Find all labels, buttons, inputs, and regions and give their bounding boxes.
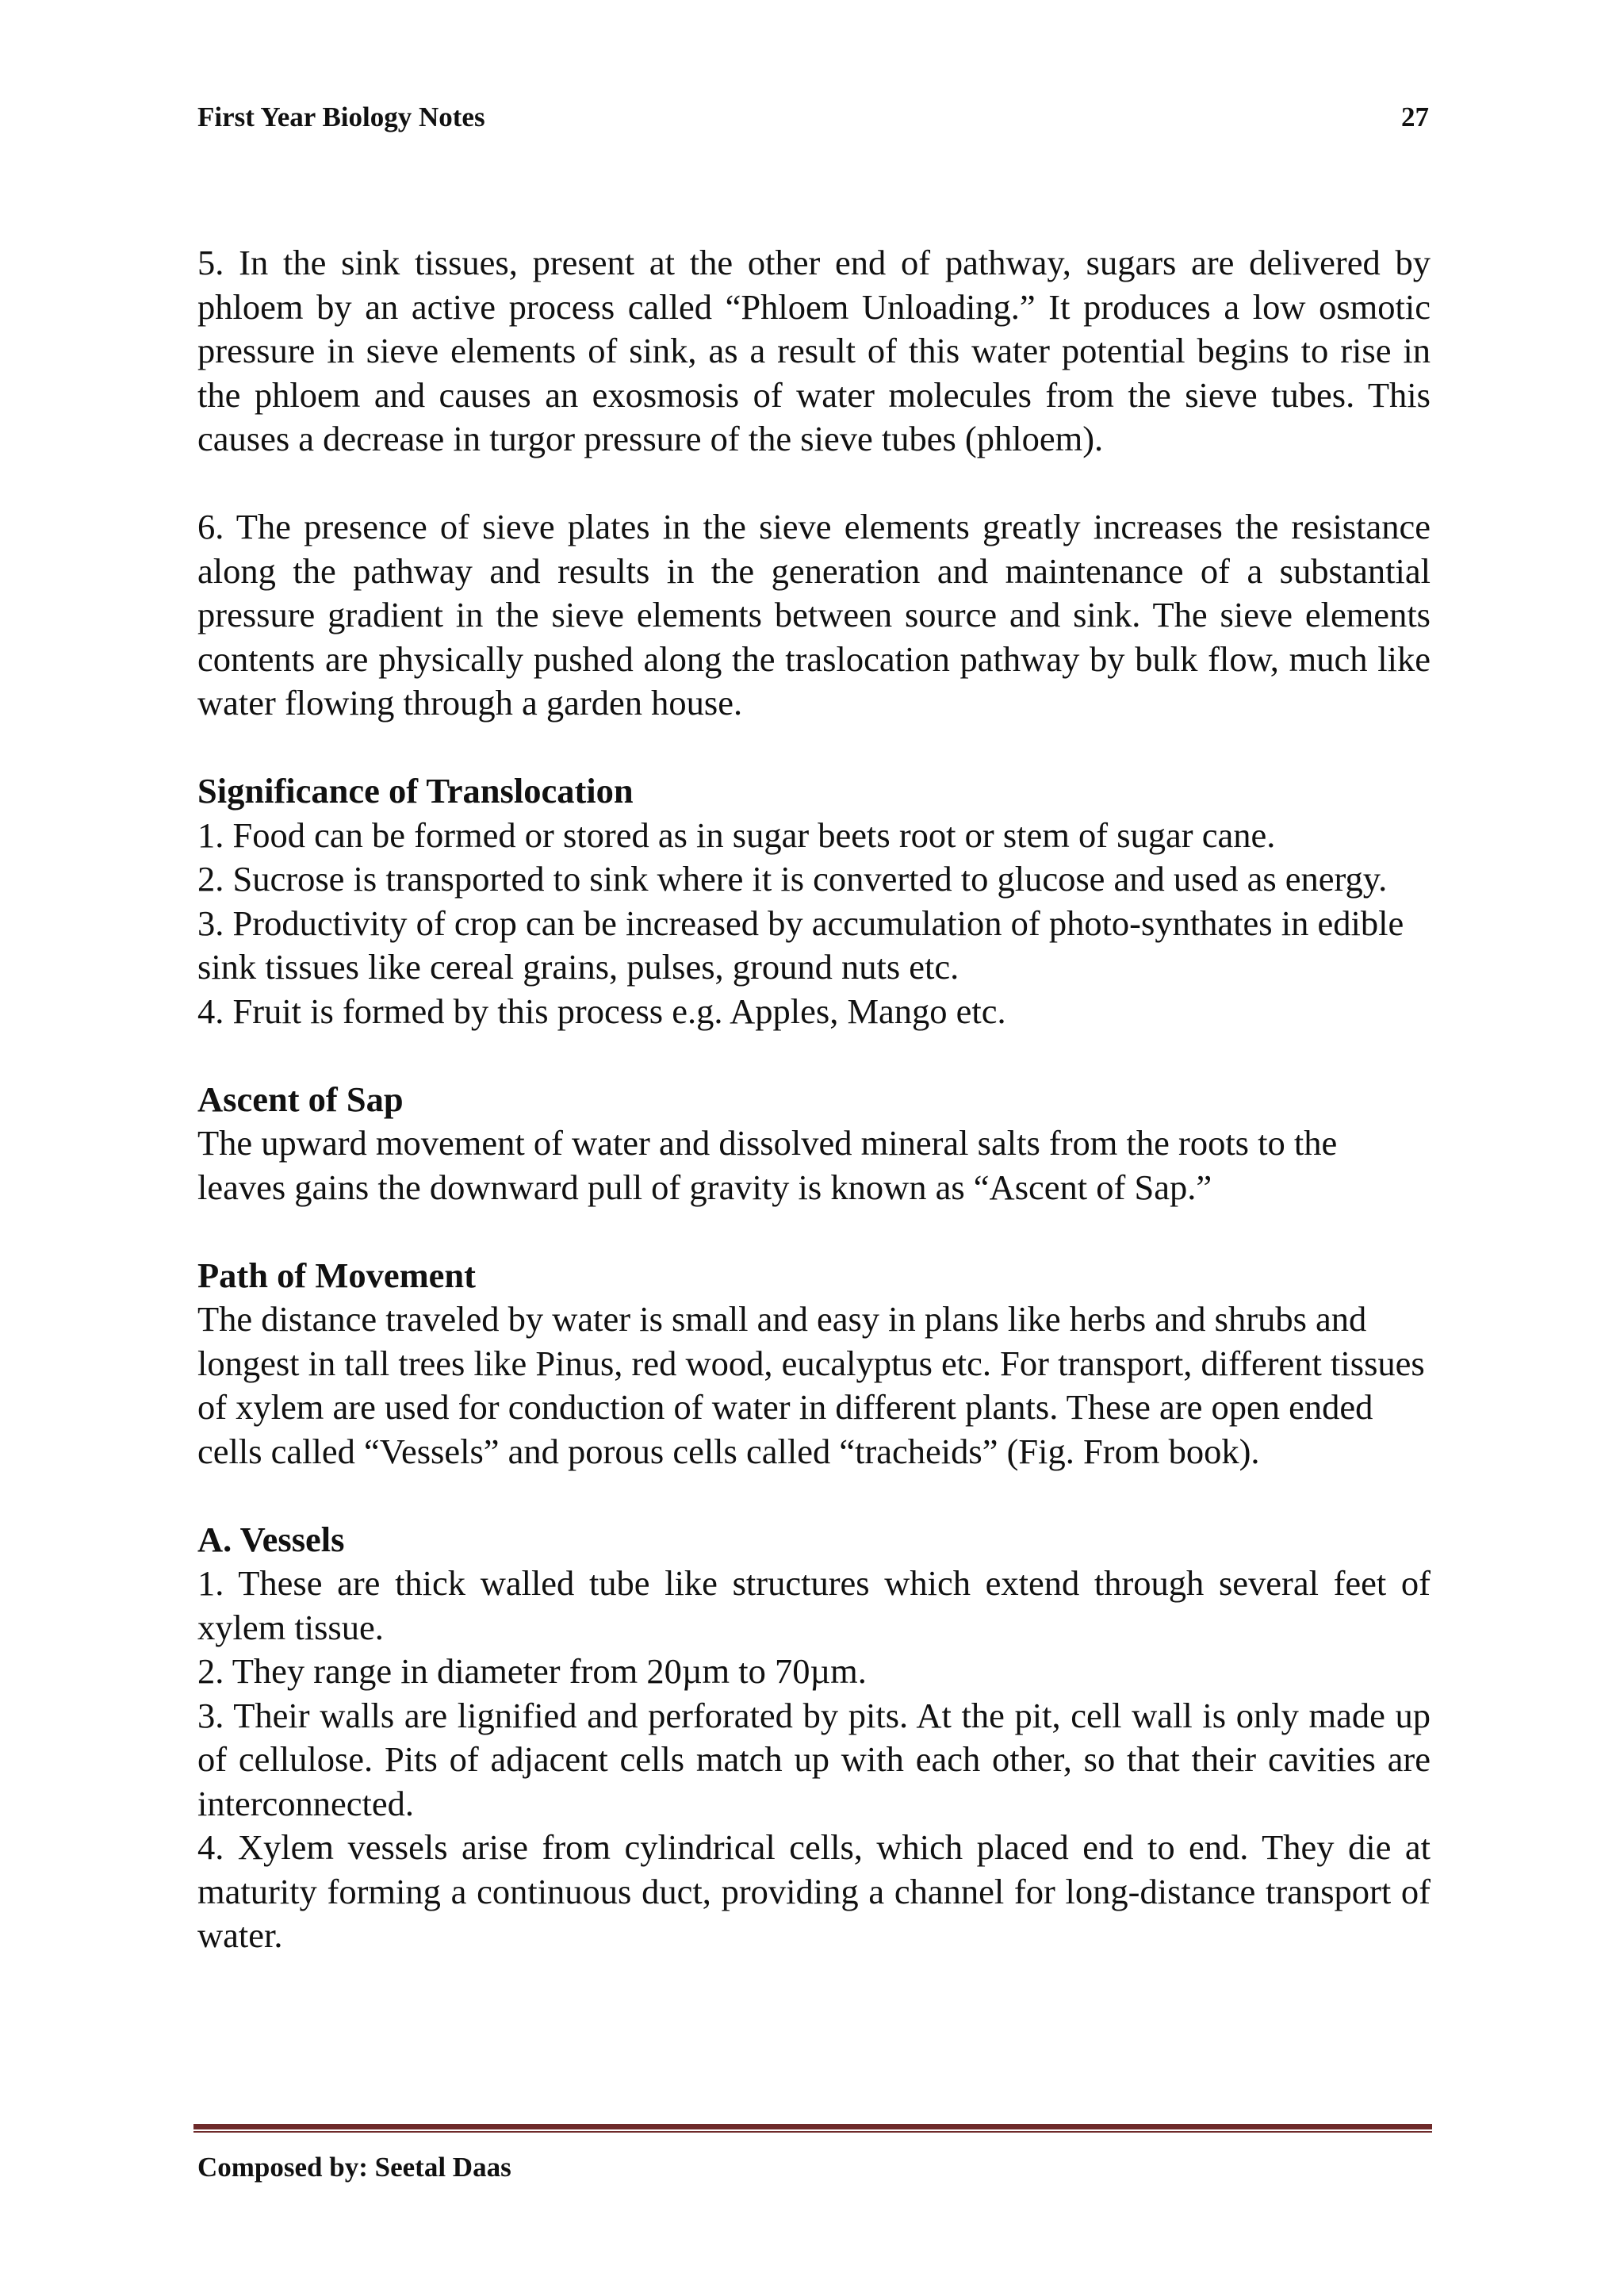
paragraph-gap [197,462,1431,506]
paragraph-gap [197,1209,1431,1254]
list-item: 1. Food can be formed or stored as in sugar beets root or stem of sugar cane. [197,815,1276,855]
list-item: 2. They range in diameter from 20µm to 70µm. [197,1651,867,1691]
list-item: 4. Fruit is formed by this process e.g. Apples, Mango etc. [197,991,1006,1031]
paragraph-gap [197,1033,1431,1078]
header-title: First Year Biology Notes [197,102,485,132]
footer-divider-thick [193,2124,1432,2129]
paragraph-5: 5. In the sink tissues, present at the other end of pathway, sugars are delivered by phloem by an active process called “Phloem Unloading.” It produces a low osmotic pressure in sieve elements of sink, as a result of this water potential begins to rise in the phloem and causes an exosmosis of water molecules from the sieve tubes. This causes a decrease in turgor pressure of the sieve tubes (phloem). [197,243,1431,458]
ascent-paragraph: The upward movement of water and dissolved mineral salts from the roots to the leaves gains the downward pull of gravity is known as “Ascent of Sap.” [197,1123,1338,1207]
list-item: 3. Productivity of crop can be increased by accumulation of photo-synthates in edible sink tissues like cereal grains, pulses, ground nuts etc. [197,903,1404,987]
path-paragraph: The distance traveled by water is small and easy in plans like herbs and shrubs and longest in tall trees like Pinus, red wood, eucalyptus etc. For transport, different tissues of xylem are used for conduction of water in different plants. These are open ended cells called “Vessels” and porous cells called “tracheids” (Fig. From book). [197,1299,1425,1471]
footer-divider-thin [193,2131,1432,2133]
list-item: 1. These are thick walled tube like structures which extend through several feet of xylem tissue. [197,1563,1431,1647]
page-body [197,241,1431,1958]
paragraph-gap [197,726,1431,770]
paragraph-gap [197,1474,1431,1518]
section-heading-ascent: Ascent of Sap [197,1079,404,1119]
footer-author: Composed by: Seetal Daas [197,2152,511,2183]
footer-divider [193,2124,1432,2133]
section-heading-path: Path of Movement [197,1255,476,1295]
list-item: 4. Xylem vessels arise from cylindrical cells, which placed end to end. They die at maturity forming a continuous duct, providing a channel for long-distance transport of water. [197,1827,1431,1955]
section-heading-significance: Significance of Translocation [197,771,634,811]
running-header [197,102,1429,133]
list-item: 3. Their walls are lignified and perforated by pits. At the pit, cell wall is only made up of cellulose. Pits of adjacent cells match up with each other, so that their cavities are interconnected. [197,1695,1431,1823]
section-heading-vessels: A. Vessels [197,1519,345,1559]
list-item: 2. Sucrose is transported to sink where it is converted to glucose and used as energy. [197,859,1388,899]
paragraph-6: 6. The presence of sieve plates in the sieve elements greatly increases the resistance along the pathway and results in the generation and maintenance of a substantial pressure gradient in the sieve elements between source and sink. The sieve elements contents are physically pushed along the traslocation pathway by bulk flow, much like water flowing through a garden house. [197,507,1431,723]
page-number: 27 [1401,102,1429,132]
